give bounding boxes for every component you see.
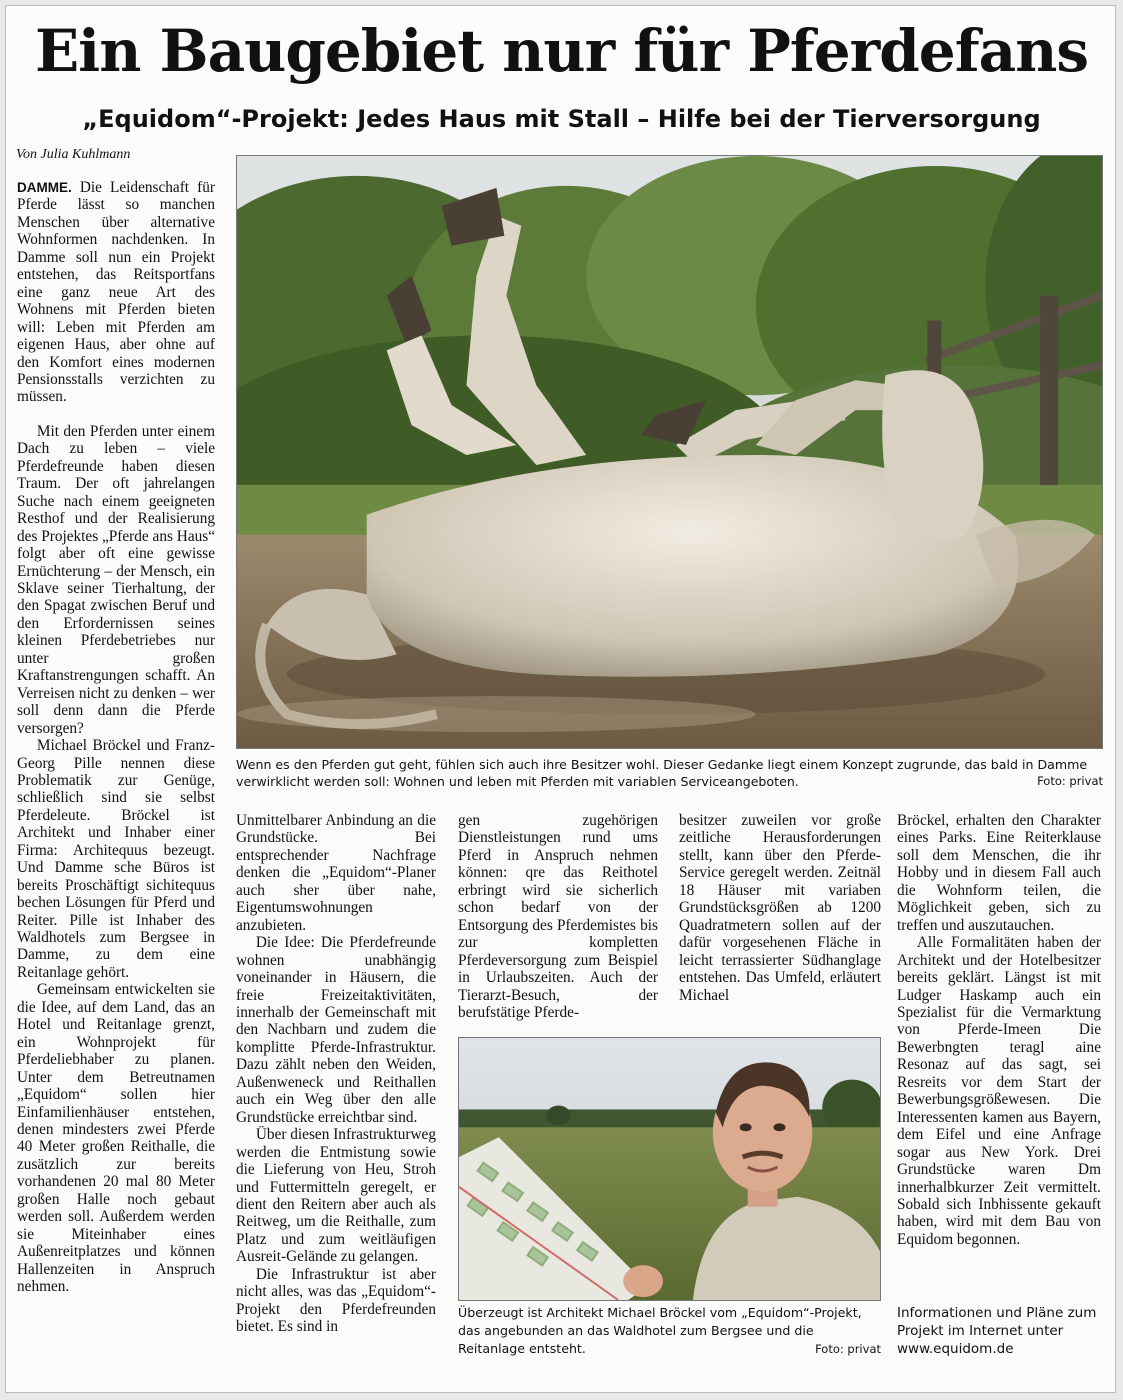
photo-caption [458, 1304, 881, 1358]
paragraph: Michael Bröckel und Franz-Georg Pille nennen diese Problematik zur Genüge, schließlich sind sie selbst Pferdeleute. Bröckel ist Architekt und Inhaber einer Firma: Architequus bezeugt. Und Damme sche Büros ist bereits Proschäftigt sichitequus bechen Lösungen für Pferd und Reiter. Pille ist Inhaber des Waldhotels zum Bergsee in Damme, zu dem eine Reitanlage gehört. [17, 737, 215, 981]
horse-rolling-photo [236, 155, 1103, 749]
paragraph: besitzer zuweilen vor große zeitliche Herausforderungen stellt, kann über den Pferde-Service geregelt werden. Zeitnäl 18 Häuser mit variaben Grundstücksgrößen ab 1200 Quadratmetern sollen auf der dafür vorgesehenen Fläche in leicht terrassierter Südhanglage entstehen. Das Umfeld, erläutert Michael [679, 812, 881, 1004]
paragraph: Über diesen Infrastrukturweg werden die Entmistung sowie die Lieferung von Heu, Stroh und Futtermitteln geregelt, er dient den Reitern aber auch als Reitweg, um die Reithalle, zum Platz und zum weitläufigen Ausreit-Gelände zu gelangen. [236, 1126, 436, 1266]
text-column-5 [897, 812, 1101, 1288]
photo-credit: Foto: privat [815, 1342, 881, 1356]
architect-photo [458, 1037, 881, 1301]
horse-photo-image [237, 156, 1102, 748]
headline: Ein Baugebiet nur für Pferdefans [34, 17, 1089, 85]
photo-credit: Foto: privat [1037, 774, 1103, 788]
dateline: DAMME. [17, 180, 72, 195]
info-box: Informationen und Pläne zum Projekt im Internet unter www.equidom.de [897, 1305, 1097, 1357]
paragraph: gen zugehörigen Dienstleistungen rund ums Pferd in Anspruch nehmen können: qre das Reithotel erbringt wird sie sicherlich schon bedarf von der Entsorgung des Pferdemistes bis zur kompletten Pferdeversorgung zum Beispiel in Urlaubszeiten. Auch der Tierarzt-Besuch, der berufstätige Pferde- [458, 812, 658, 1021]
byline: Von Julia Kuhlmann [16, 147, 131, 162]
text-column-2 [236, 812, 436, 1357]
architect-photo-image [459, 1038, 880, 1300]
paragraph [17, 179, 215, 406]
subheadline: „Equidom“-Projekt: Jedes Haus mit Stall – Hilfe bei der Tierversorgung [82, 105, 1041, 133]
paragraph: Die Infrastruktur ist aber nicht alles, was das „Equidom“-Projekt den Pferdefreunden bietet. Es sind in [236, 1265, 436, 1336]
paragraph: Die Idee: Die Pferdefreunde wohnen unabhängig voneinander in Häusern, die freie Freizeitaktivitäten, innerhalb der Gemeinschaft mit den Nachbarn und zudem die komplitte Pferde-Infrastruktur. Dazu zählt neben den Weiden, Außenweneck und Reithallen auch ein Weg über den alle Grundstücke erreichtbar sind. [236, 934, 436, 1126]
paragraph: Unmittelbarer Anbindung an die Grundstücke. Bei entsprechender Nachfrage denken die „Equidom“-Planer auch sher über nahe, Eigentumswohnungen anzubieten. [236, 812, 436, 934]
newspaper-page [5, 5, 1116, 1393]
caption-text: Wenn es den Pferden gut geht, fühlen sich auch ihre Besitzer wohl. Dieser Gedanke liegt einem Konzept zugrunde, das bald in Damme verwirklicht werden soll: Wohnen und leben mit Pferden mit variablen Serviceangeboten. [236, 757, 1088, 789]
photo-caption [236, 756, 1103, 790]
paragraph: Bröckel, erhalten den Charakter eines Parks. Eine Reiterklause soll dem Menschen, die ihr Hobby und in diesem Fall auch die Wohnform teilen, die Möglichkeit geben, sich zu treffen und auszutauchen. [897, 812, 1101, 934]
paragraph: Alle Formalitäten haben der Architekt und der Hotelbesitzer bereits geklärt. Längst ist mit Ludger Haskamp auch ein Spezialist für die Vermarktung von Pferde-Imeen Die Bewerbngten teragl aine Resonaz auf das sagt, sei Resreits vor dem Start der Bewerbungsgrößewesen. Die Interessenten kamen aus Bayern, dem Eifel und eine Anfrage sogar aus New York. Drei Grundstücke waren Dm innerhalbkurzer Zeit vermittelt. Sobald sich Inbhissente gekauft haben, wird mit dem Bau von Equidom begonnen. [897, 934, 1101, 1248]
caption-text: Überzeugt ist Architekt Michael Bröckel vom „Equidom“-Projekt, das angebunden an das Waldhotel zum Bergsee und die Reitanlage entsteht. [458, 1305, 862, 1356]
paragraph: Gemeinsam entwickelten sie die Idee, auf dem Land, das an Hotel und Reitanlage grenzt, ein Wohnprojekt für Pferdeliebhaber zu planen. Unter dem Betreutnamen „Equidom“ sollen hier Einfamilienhäuser entstehen, denen mindesters zwei Pferde 40 Meter großen Reithalle, die zusätzlich zur bereits vorhandenen 20 mal 80 Meter großen Halle noch gebaut werden soll. Außerdem werden sie Miteinhaber eines Außenreitplatzes und können Hallenzeiten in Anspruch nehmen. [17, 981, 215, 1296]
text-column-1 [17, 179, 215, 1327]
text-column-4 [679, 812, 881, 1022]
paragraph-text: Die Leidenschaft für Pferde lässt so manchen Menschen über alternative Wohnformen nachdenken. In Damme soll nun ein Projekt entstehen, das Reitsportfans eine ganz neue Art des Wohnens mit Pferden bieten will: Leben mit Pferden am eigenen Haus, aber ohne auf den Komfort eines modernen Pensionsstalls verzichten zu müssen. [17, 179, 215, 406]
text-column-3 [458, 812, 658, 1022]
paragraph: Mit den Pferden unter einem Dach zu leben – viele Pferdefreunde haben diesen Traum. Der oft jahrelangen Suche nach einem geeigneten Resthof und der Realisierung des Projektes „Pferde ans Haus“ folgt aber oft eine gewisse Ernüchterung – der Mensch, ein Sklave seiner Tierhaltung, der den Spagat zwischen Beruf und den Erfordernissen seines kleinen Pferdebetriebes nur unter großen Kraftanstrengungen schafft. An Verreisen nicht zu denken – wer soll denn dann die Pferde versorgen? [17, 422, 215, 737]
